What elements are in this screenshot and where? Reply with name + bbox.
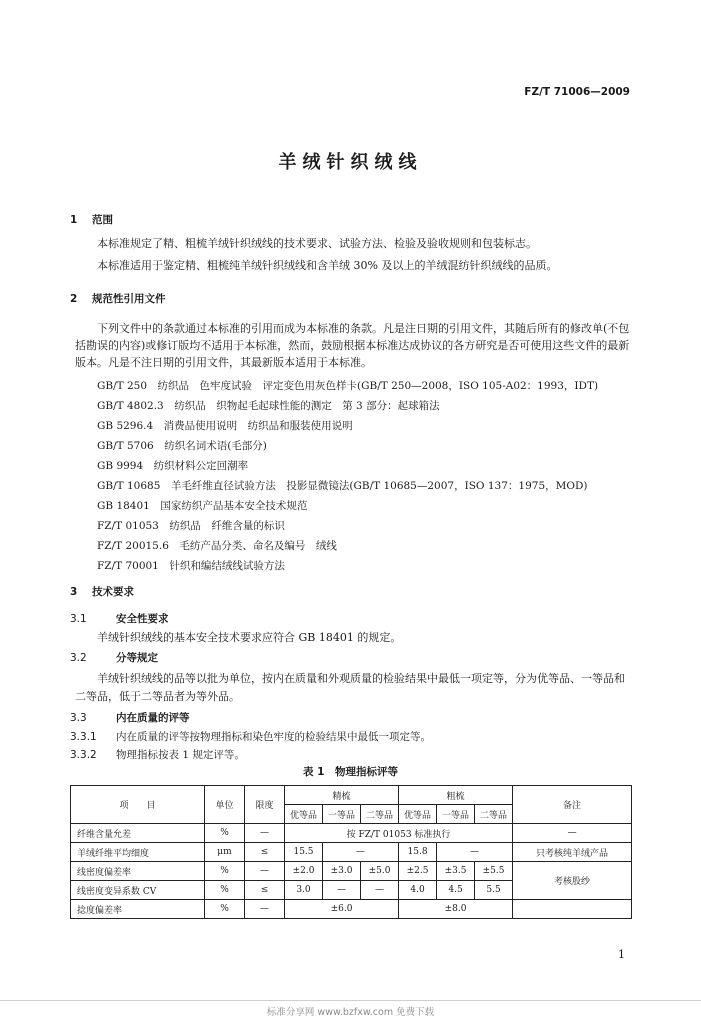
item-cell: 纤维含量允差 [71,824,205,843]
clause-number: 3.3.2 [70,749,97,761]
grade-cell: 优等品 [285,805,323,824]
value-cell: 15.8 [399,843,437,862]
subsection-3-1-heading [70,611,169,626]
section-number: 1 [70,214,78,226]
table-row [71,843,632,862]
limit-cell: ≤ [245,881,285,900]
item-cell: 羊绒纤维平均细度 [71,843,205,862]
header-limit: 限度 [245,786,285,824]
value-cell: — [437,843,513,862]
value-cell: — [361,881,399,900]
value-cell: ±6.0 [285,900,399,919]
value-cell: ±2.0 [285,862,323,881]
footer-divider [0,1000,701,1001]
value-cell: 5.5 [475,881,513,900]
value-cell: ±5.0 [361,862,399,881]
note-cell: 考核股纱 [513,862,632,900]
clause-3-3-2 [70,747,245,762]
value-cell: 3.0 [285,881,323,900]
note-cell: 只考核纯羊绒产品 [513,843,632,862]
unit-cell: % [205,881,245,900]
value-cell: 15.5 [285,843,323,862]
table-row [71,862,632,881]
grade-cell: 二等品 [361,805,399,824]
header-fine-combed: 精梳 [285,786,399,805]
section-3-heading [70,584,134,599]
value-cell: ±8.0 [399,900,513,919]
reference-item: GB/T 250 纺织品 色牢度试验 评定变色用灰色样卡(GB/T 250—2008，ISO 105-A02：1993，IDT) [97,380,599,392]
header-coarse-combed: 粗梳 [399,786,513,805]
unit-cell: μm [205,843,245,862]
subsection-title: 分等规定 [116,652,158,664]
clause-3-3-1 [70,729,431,744]
unit-cell: % [205,900,245,919]
section-title: 规范性引用文件 [92,293,166,305]
section-title: 技术要求 [92,586,134,598]
subsection-number: 3.1 [70,613,87,625]
header-unit: 单位 [205,786,245,824]
reference-item: GB 5296.4 消费品使用说明 纺织品和服装使用说明 [97,420,353,432]
section-number: 2 [70,293,78,305]
page-number: 1 [618,948,625,961]
grade-cell: 优等品 [399,805,437,824]
safety-requirement-text: 羊绒针织绒线的基本安全技术要求应符合 GB 18401 的规定。 [97,631,402,644]
reference-item: FZ/T 20015.6 毛纺产品分类、命名及编号 绒线 [97,540,337,552]
reference-item: GB/T 5706 纺织名词术语(毛部分) [97,440,267,452]
value-cell: — [323,843,399,862]
item-cell: 线密度偏差率 [71,862,205,881]
table-header-row [71,786,632,805]
subsection-number: 3.3 [70,712,87,724]
value-cell: 4.5 [437,881,475,900]
watermark-text: 标准分享网 www.bzfxw.com 免费下载 [266,1007,435,1018]
header-note: 备注 [513,786,632,824]
value-cell: 按 FZ/T 01053 标准执行 [285,824,513,843]
clause-number: 3.3.1 [70,731,97,743]
document-title: 羊绒针织绒线 [278,152,423,173]
subsection-3-3-heading [70,710,190,725]
item-cell: 线密度变异系数 CV [71,881,205,900]
section-number: 3 [70,586,78,598]
standard-number: FZ/T 71006—2009 [524,86,630,98]
limit-cell: — [245,900,285,919]
clause-text: 内在质量的评等按物理指标和染色牢度的检验结果中最低一项定等。 [116,731,431,743]
value-cell: ±3.5 [437,862,475,881]
reference-item: FZ/T 70001 针织和编结绒线试验方法 [97,560,285,572]
section-2-heading [70,291,166,306]
clause-text: 物理指标按表 1 规定评等。 [116,749,245,761]
value-cell: 4.0 [399,881,437,900]
limit-cell: — [245,824,285,843]
value-cell: ±3.0 [323,862,361,881]
grading-rule-text: 羊绒针织绒线的品等以批为单位，按内在质量和外观质量的检验结果中最低一项定等，分为优等品、一等品和二等品，低于二等品者为等外品。 [75,672,625,703]
reference-item: GB 18401 国家纺织产品基本安全技术规范 [97,500,308,512]
value-cell: — [323,881,361,900]
note-cell [513,900,632,919]
table-row [71,824,632,843]
scope-paragraph-2: 本标准适用于鉴定精、粗梳纯羊绒针织绒线和含羊绒 30% 及以上的羊绒混纺针织绒线的品质。 [97,259,558,272]
subsection-title: 内在质量的评等 [116,712,190,724]
reference-item: GB/T 10685 羊毛纤维直径试验方法 投影显微镜法(GB/T 10685—2007，ISO 137：1975，MOD) [97,480,588,492]
note-cell: — [513,824,632,843]
references-intro: 下列文件中的条款通过本标准的引用而成为本标准的条款。凡是注日期的引用文件，其随后所有的修改单(不包括勘误的内容)或修订版均不适用于本标准，然而，鼓励根据本标准达成协议的各方研究是否可使用这些文件的最新版本。凡是不注日期的引用文件，其最新版本适用于本标准。 [75,322,630,369]
reference-item: FZ/T 01053 纺织品 纤维含量的标识 [97,520,285,532]
section-1-heading [70,212,113,227]
unit-cell: % [205,824,245,843]
section-title: 范围 [92,214,113,226]
subsection-number: 3.2 [70,652,87,664]
reference-item: GB/T 4802.3 纺织品 织物起毛起球性能的测定 第 3 部分：起球箱法 [97,400,440,412]
reference-item: GB 9994 纺织材料公定回潮率 [97,460,249,472]
header-item: 项 目 [71,786,205,824]
physical-index-table [70,785,632,919]
scope-paragraph-1: 本标准规定了精、粗梳羊绒针织绒线的技术要求、试验方法、检验及验收规则和包装标志。 [97,237,537,250]
table-caption: 表 1 物理指标评等 [303,766,398,778]
value-cell: ±5.5 [475,862,513,881]
grade-cell: 一等品 [437,805,475,824]
item-cell: 捻度偏差率 [71,900,205,919]
table-row [71,900,632,919]
value-cell: ±2.5 [399,862,437,881]
limit-cell: ≤ [245,843,285,862]
grade-cell: 二等品 [475,805,513,824]
grade-cell: 一等品 [323,805,361,824]
unit-cell: % [205,862,245,881]
limit-cell: — [245,862,285,881]
subsection-title: 安全性要求 [116,613,169,625]
subsection-3-2-heading [70,650,158,665]
